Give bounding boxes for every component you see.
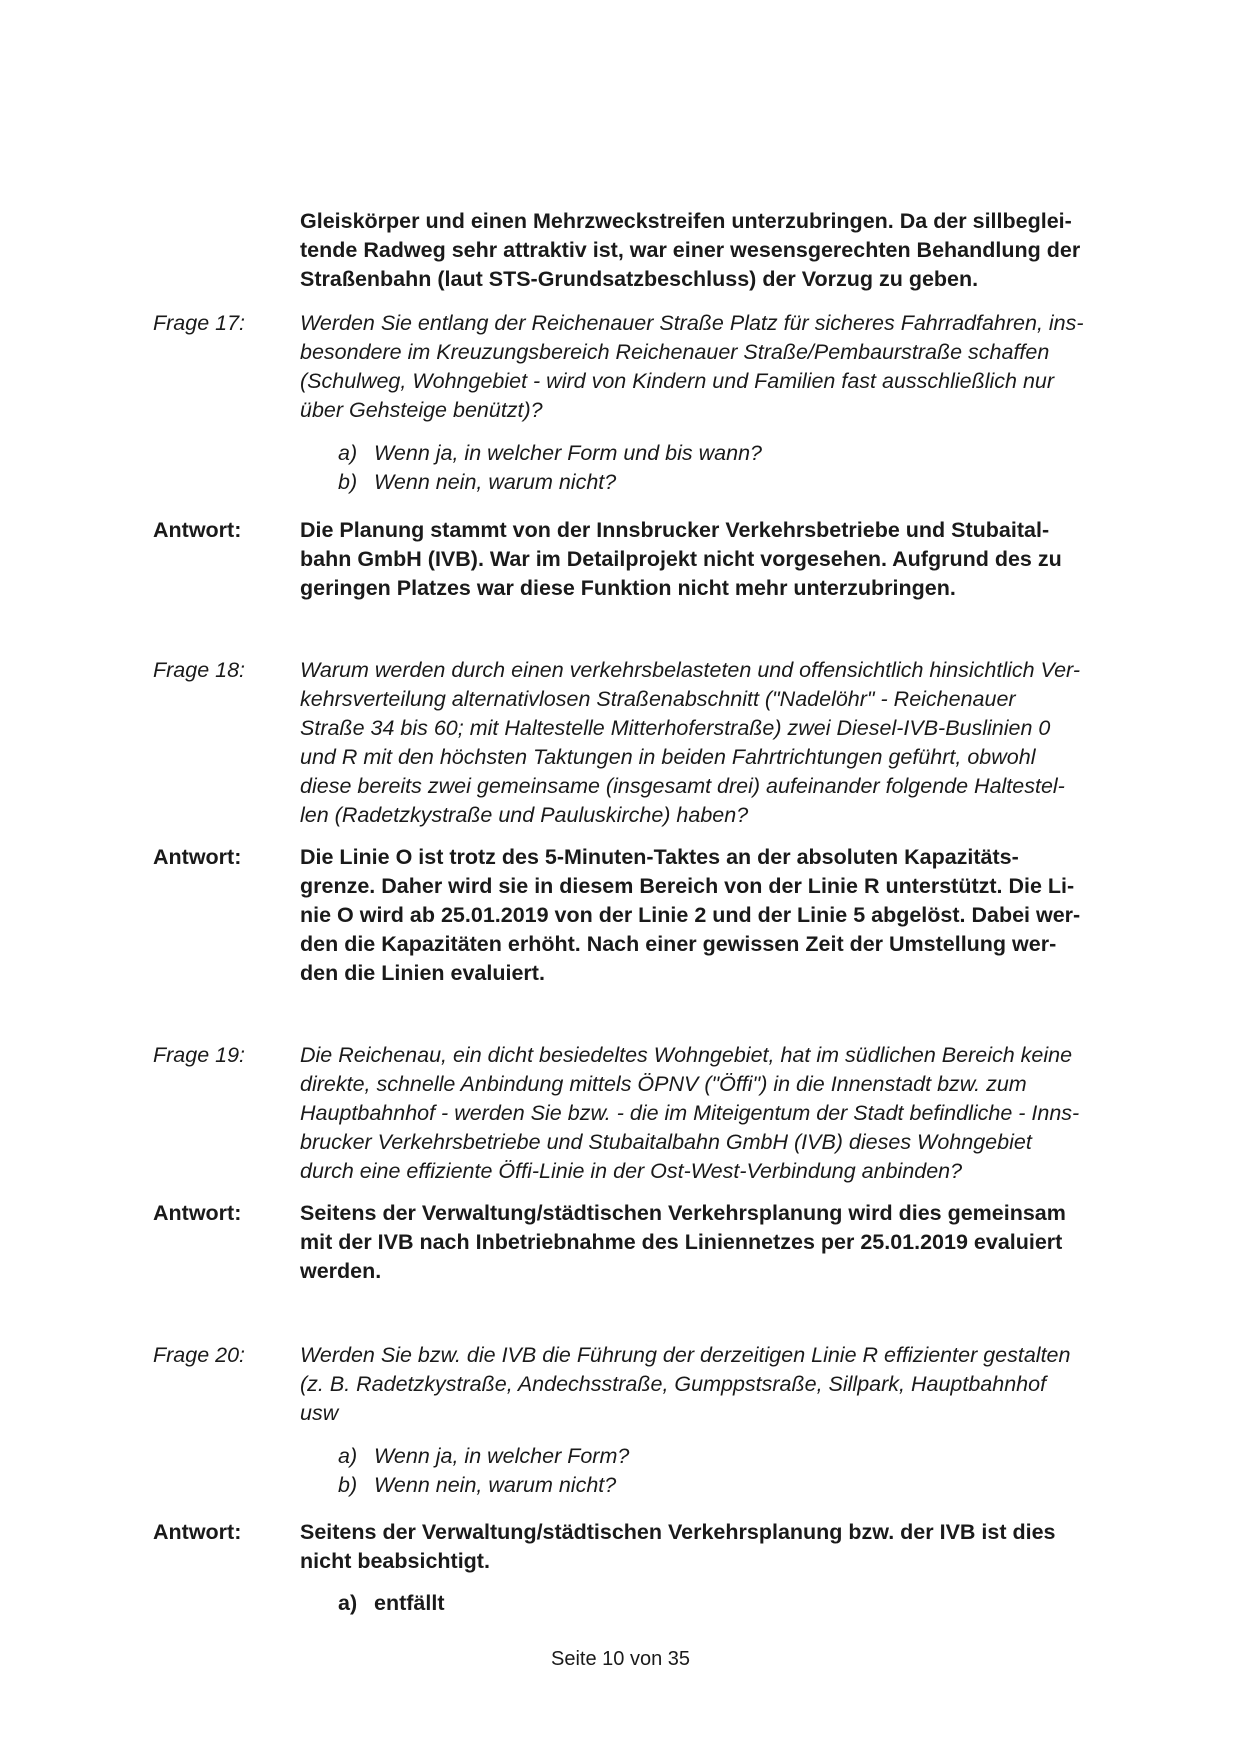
question-19-label: Frage 19: [153,1043,246,1067]
text-line: besondere im Kreuzungsbereich Reichenauer Straße/Pembaurstraße schaffen [300,340,1050,364]
text-line: werden. [300,1259,382,1283]
text-line: Hauptbahnhof - werden Sie bzw. - die im Miteigentum der Stadt befindliche - Inns- [300,1101,1080,1125]
text-line: len (Radetzkystraße und Pauluskirche) haben? [300,803,749,827]
question-18-label: Frage 18: [153,658,246,682]
text-line: Seitens der Verwaltung/städtischen Verkehrsplanung bzw. der IVB ist dies [300,1520,1056,1544]
answer-17-label: Antwort: [153,518,242,542]
answer-20-label: Antwort: [153,1520,242,1544]
text-line: den die Kapazitäten erhöht. Nach einer gewissen Zeit der Umstellung wer- [300,932,1057,956]
question-17-label: Frage 17: [153,311,246,335]
question-17-item-a [338,439,762,468]
list-marker: a) [338,441,358,465]
text-line: nicht beabsichtigt. [300,1549,490,1573]
list-item-text: Wenn nein, warum nicht? [374,470,617,494]
text-line: Werden Sie bzw. die IVB die Führung der derzeitigen Linie R effizienter gestalten [300,1343,1071,1367]
text-line: und R mit den höchsten Taktungen in beiden Fahrtrichtungen geführt, obwohl [300,745,1036,769]
answer-17-text [300,516,1145,603]
question-18-text [300,656,1145,830]
text-line: den die Linien evaluiert. [300,961,545,985]
text-line: Warum werden durch einen verkehrsbelasteten und offensichtlich hinsichtlich Ver- [300,658,1080,682]
answer-20-text [300,1518,1145,1576]
text-line: Die Planung stammt von der Innsbrucker Verkehrsbetriebe und Stubaital- [300,518,1050,542]
text-line: kehrsverteilung alternativlosen Straßenabschnitt ("Nadelöhr" - Reichenauer [300,687,1016,711]
text-line: tende Radweg sehr attraktiv ist, war einer wesensgerechten Behandlung der [300,238,1081,262]
list-marker: b) [338,470,358,494]
list-item-text: Wenn ja, in welcher Form und bis wann? [374,441,762,465]
answer-18-text [300,843,1145,988]
text-line: bahn GmbH (IVB). War im Detailprojekt nicht vorgesehen. Aufgrund des zu [300,547,1062,571]
question-20-item-b [338,1471,616,1500]
list-item-text: Wenn ja, in welcher Form? [374,1444,630,1468]
text-line: Seitens der Verwaltung/städtischen Verkehrsplanung wird dies gemeinsam [300,1201,1066,1225]
text-line: über Gehsteige benützt)? [300,398,543,422]
text-line: geringen Platzes war diese Funktion nicht mehr unterzubringen. [300,576,956,600]
list-item-text: entfällt [374,1591,445,1615]
text-line: Die Linie O ist trotz des 5-Minuten-Taktes an der absoluten Kapazitäts- [300,845,1019,869]
intro-paragraph [300,207,1145,294]
text-line: grenze. Daher wird sie in diesem Bereich von der Linie R unterstützt. Die Li- [300,874,1075,898]
text-line: brucker Verkehrsbetriebe und Stubaitalbahn GmbH (IVB) dieses Wohngebiet [300,1130,1032,1154]
text-line: mit der IVB nach Inbetriebnahme des Liniennetzes per 25.01.2019 evaluiert [300,1230,1063,1254]
text-line: Straße 34 bis 60; mit Haltestelle Mitterhoferstraße) zwei Diesel-IVB-Buslinien 0 [300,716,1051,740]
text-line: Werden Sie entlang der Reichenauer Straße Platz für sicheres Fahrradfahren, ins- [300,311,1084,335]
text-line: usw [300,1401,339,1425]
question-20-item-a [338,1442,629,1471]
question-17-text [300,309,1145,425]
list-marker: a) [338,1591,358,1615]
text-line: direkte, schnelle Anbindung mittels ÖPNV ("Öffi") in die Innenstadt bzw. zum [300,1072,1027,1096]
text-line: diese bereits zwei gemeinsame (insgesamt drei) aufeinander folgende Haltestel- [300,774,1065,798]
answer-19-label: Antwort: [153,1201,242,1225]
text-line: nie O wird ab 25.01.2019 von der Linie 2 und der Linie 5 abgelöst. Dabei wer- [300,903,1081,927]
answer-18-label: Antwort: [153,845,242,869]
text-line: (Schulweg, Wohngebiet - wird von Kindern und Familien fast ausschließlich nur [300,369,1055,393]
list-item-text: Wenn nein, warum nicht? [374,1473,617,1497]
text-line: Gleiskörper und einen Mehrzweckstreifen unterzubringen. Da der sillbeglei- [300,209,1072,233]
list-marker: a) [338,1444,358,1468]
text-line: durch eine effiziente Öffi-Linie in der Ost-West-Verbindung anbinden? [300,1159,963,1183]
text-line: Straßenbahn (laut STS-Grundsatzbeschluss) der Vorzug zu geben. [300,267,979,291]
text-line: Die Reichenau, ein dicht besiedeltes Wohngebiet, hat im südlichen Bereich keine [300,1043,1073,1067]
question-17-item-b [338,468,616,497]
question-20-text [300,1341,1145,1428]
list-marker: b) [338,1473,358,1497]
answer-19-text [300,1199,1145,1286]
question-20-label: Frage 20: [153,1343,246,1367]
text-line: (z. B. Radetzkystraße, Andechsstraße, Gumppstsraße, Sillpark, Hauptbahnhof [300,1372,1047,1396]
question-19-text [300,1041,1145,1186]
answer-20-item-a [338,1589,444,1618]
page-number-footer: Seite 10 von 35 [551,1648,690,1670]
